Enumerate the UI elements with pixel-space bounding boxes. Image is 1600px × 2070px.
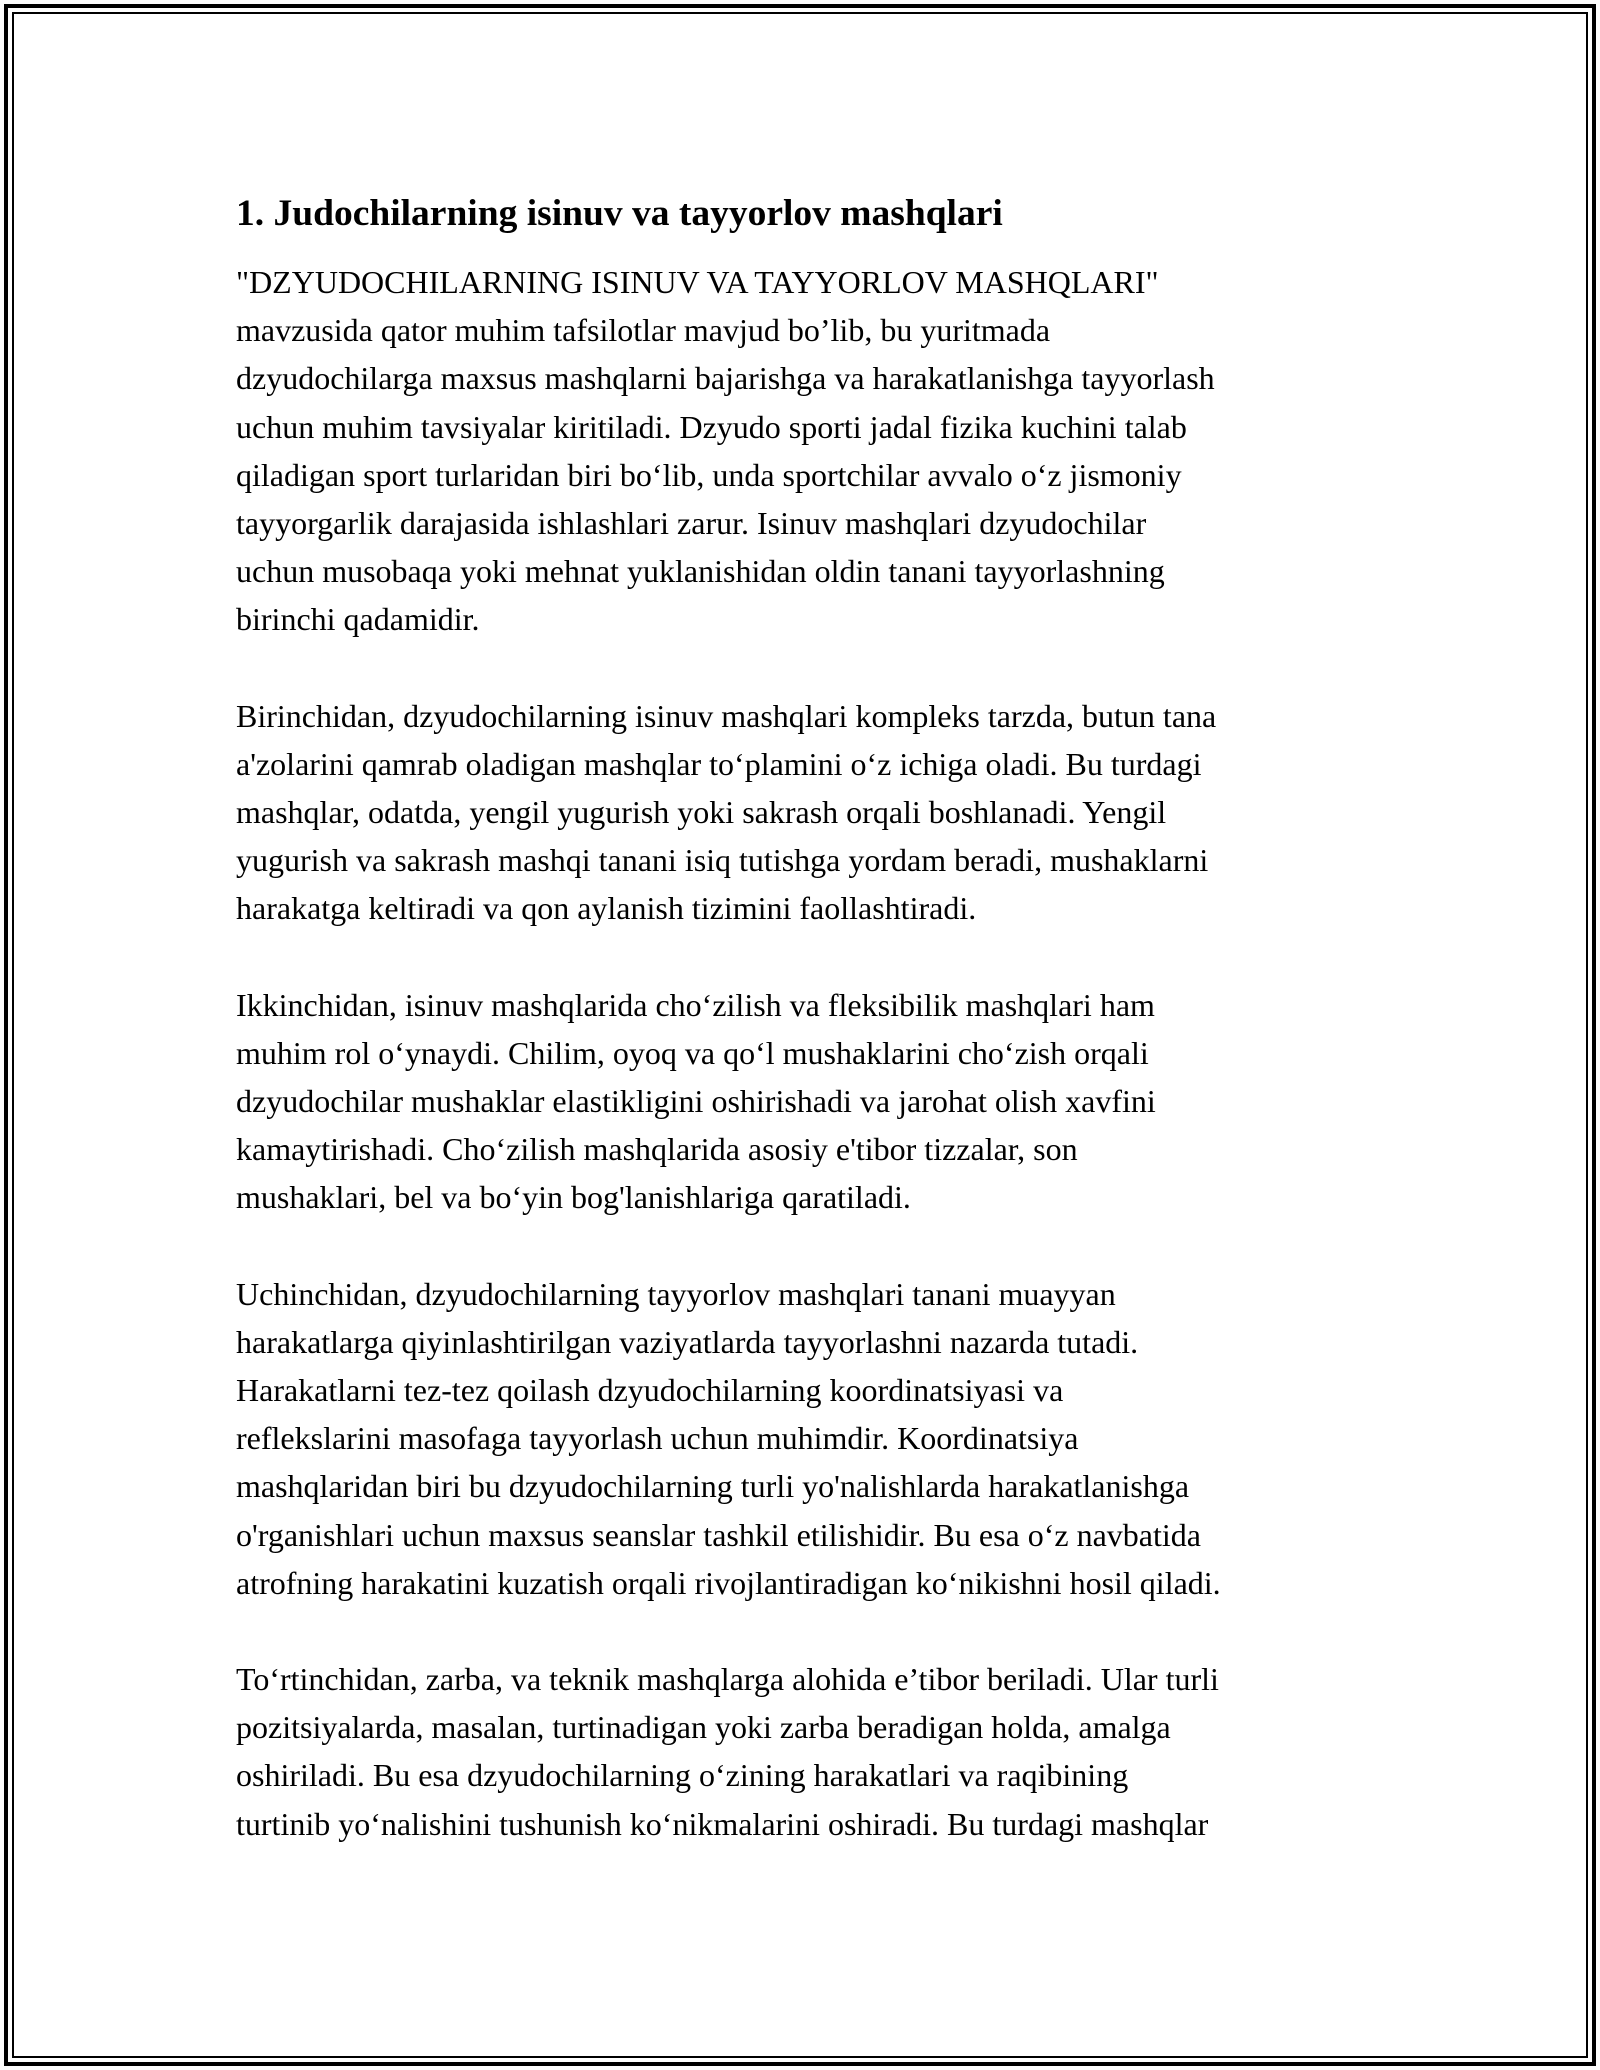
- section-heading: 1. Judochilarning isinuv va tayyorlov mashqlari: [236, 193, 1003, 234]
- text-line: pozitsiyalarda, masalan, turtinadigan yoki zarba beradigan holda, amalga: [236, 1709, 1171, 1746]
- text-line: dzyudochilar mushaklar elastikligini oshirishadi va jarohat olish xavfini: [236, 1083, 1156, 1120]
- text-line: reflekslarini masofaga tayyorlash uchun muhimdir. Koordinatsiya: [236, 1420, 1079, 1457]
- paragraph-1: [236, 258, 1376, 644]
- text-line: a'zolarini qamrab oladigan mashqlar to‘plamini o‘z ichiga oladi. Bu turdagi: [236, 745, 1202, 782]
- paragraph-3: [236, 981, 1376, 1222]
- text-line: mavzusida qator muhim tafsilotlar mavjud bo’lib, bu yuritmada: [236, 312, 1051, 349]
- text-line: birinchi qadamidir.: [236, 601, 480, 638]
- text-line: dzyudochilarga maxsus mashqlarni bajarishga va harakatlanishga tayyorlash: [236, 360, 1215, 397]
- text-line: yugurish va sakrash mashqi tanani isiq tutishga yordam beradi, mushaklarni: [236, 842, 1209, 879]
- paragraph-2: [236, 692, 1376, 933]
- text-line: harakatlarga qiyinlashtirilgan vaziyatlarda tayyorlashni nazarda tutadi.: [236, 1323, 1139, 1360]
- text-line: oshiriladi. Bu esa dzyudochilarning o‘zining harakatlari va raqibining: [236, 1757, 1129, 1794]
- text-line: uchun musobaqa yoki mehnat yuklanishidan oldin tanani tayyorlashning: [236, 553, 1165, 590]
- text-line: "DZYUDOCHILARNING ISINUV VA TAYYORLOV MASHQLARI": [236, 264, 1159, 300]
- text-line: harakatga keltiradi va qon aylanish tizimini faollashtiradi.: [236, 890, 977, 927]
- text-line: Uchinchidan, dzyudochilarning tayyorlov mashqlari tanani muayyan: [236, 1275, 1116, 1312]
- text-line: o'rganishlari uchun maxsus seanslar tashkil etilishidir. Bu esa o‘z navbatida: [236, 1516, 1201, 1553]
- text-line: mushaklari, bel va bo‘yin bog'lanishlariga qaratiladi.: [236, 1179, 911, 1216]
- text-line: atrofning harakatini kuzatish orqali rivojlantiradigan ko‘nikishni hosil qiladi.: [236, 1564, 1221, 1601]
- text-line: Harakatlarni tez-tez qoilash dzyudochilarning koordinatsiyasi va: [236, 1372, 1064, 1409]
- text-line: Birinchidan, dzyudochilarning isinuv mashqlari kompleks tarzda, butun tana: [236, 697, 1217, 734]
- text-line: mashqlaridan biri bu dzyudochilarning turli yo'nalishlarda harakatlanishga: [236, 1468, 1190, 1505]
- document-body: [236, 190, 1376, 1896]
- text-line: uchun muhim tavsiyalar kiritiladi. Dzyudo sporti jadal fizika kuchini talab: [236, 408, 1187, 445]
- text-line: To‘rtinchidan, zarba, va teknik mashqlarga alohida e’tibor beriladi. Ular turli: [236, 1661, 1219, 1698]
- text-line: Ikkinchidan, isinuv mashqlarida cho‘zilish va fleksibilik mashqlari ham: [236, 986, 1155, 1023]
- paragraph-4: [236, 1270, 1376, 1607]
- text-line: qiladigan sport turlaridan biri bo‘lib, unda sportchilar avvalo o‘z jismoniy: [236, 456, 1182, 493]
- text-line: kamaytirishadi. Cho‘zilish mashqlarida asosiy e'tibor tizzalar, son: [236, 1131, 1078, 1168]
- text-line: muhim rol o‘ynaydi. Chilim, oyoq va qo‘l mushaklarini cho‘zish orqali: [236, 1034, 1149, 1071]
- paragraph-5: [236, 1655, 1376, 1848]
- text-line: tayyorgarlik darajasida ishlashlari zarur. Isinuv mashqlari dzyudochilar: [236, 505, 1147, 542]
- text-line: turtinib yo‘nalishini tushunish ko‘nikmalarini oshiradi. Bu turdagi mashqlar: [236, 1805, 1209, 1842]
- text-line: mashqlar, odatda, yengil yugurish yoki sakrash orqali boshlanadi. Yengil: [236, 794, 1167, 831]
